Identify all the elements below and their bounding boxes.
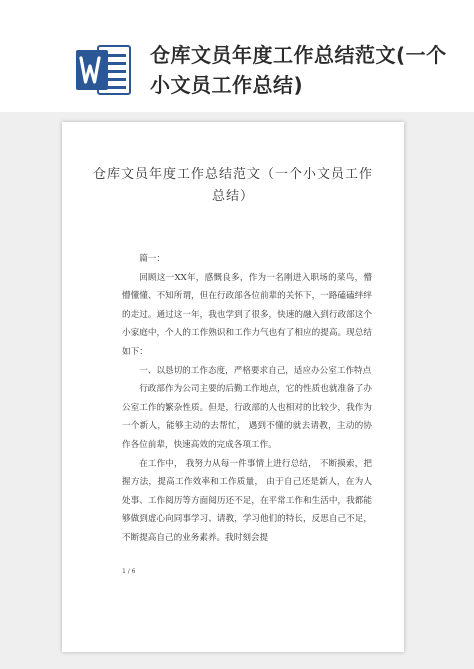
document-title: 仓库文员年度工作总结范文（一个小文员工作总结） bbox=[92, 167, 373, 204]
document-page[interactable] bbox=[62, 122, 404, 652]
document-header bbox=[0, 0, 474, 112]
paragraph: 回顾这一XX年，感慨良多，作为一名刚进入职场的菜鸟，懵懵懂懂、不知所谓，但在行政部各位前辈的关怀下，一路磕磕绊绊的走过。通过这一年，我也学到了很多，快速的融入到行政部这个小家庭中，个人的工作熟识和工作力气也有了相应的提高。现总结如下： bbox=[122, 272, 372, 357]
paragraph: 行政部作为公司主要的后勤工作地点，它的性质也就准备了办公室工作的繁杂性质。但是，行政部的人也相对的比较少，我作为一个新人，能够主动的去帮忙， 遇到不懂的就去请教，主动的协作各位前辈，快速高效的完成各项工作。 bbox=[122, 384, 372, 450]
document-body bbox=[122, 250, 372, 548]
paragraph: 一、以恳切的工作态度，严格要求自己，适应办公室工作特点 bbox=[139, 365, 372, 376]
header-title: 仓库文员年度工作总结范文(一个小文员工作总结) bbox=[150, 43, 447, 97]
word-icon bbox=[76, 44, 132, 96]
paragraph: 篇一： bbox=[139, 254, 165, 264]
page-number: 1 / 6 bbox=[122, 568, 136, 575]
paragraph: 在工作中， 我努力从每一件事情上进行总结， 不断摸索，把握方法，提高工作效率和工作质量， 由于自己还是新人，在为人处事、工作阅历等方面阅历还不足，在平常工作和生活中，我都能够做到虚心向同事学习、请教，学习他们的特长，反思自己不足，不断提高自己的业务素养。我时刻会提 bbox=[122, 458, 372, 543]
